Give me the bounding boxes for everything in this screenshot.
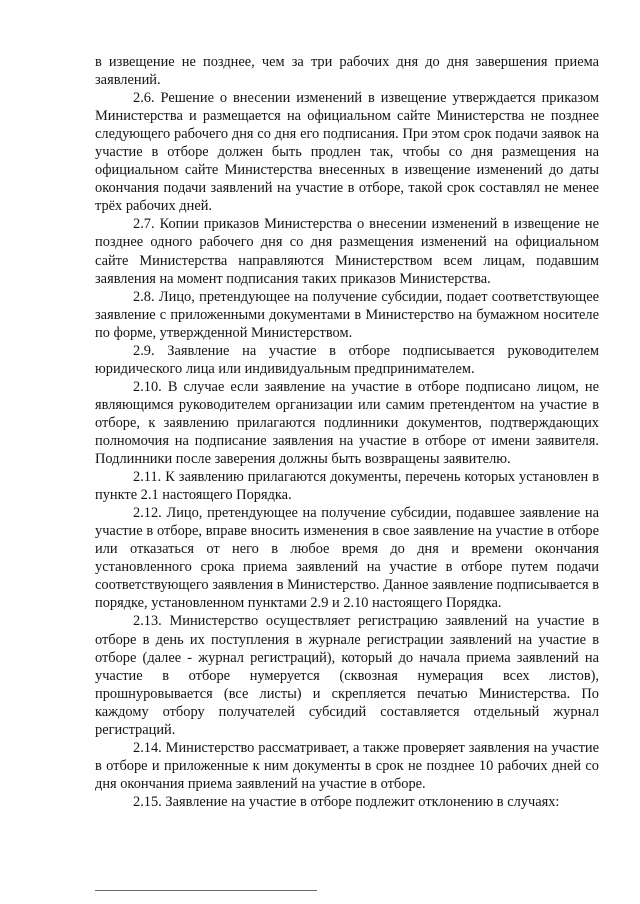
paragraph-2-8: 2.8. Лицо, претендующее на получение субсидии, подает соответствующее заявление с приложенными документами в Министерство на бумажном носителе по форме, утвержденной Министерством. [95,288,599,341]
paragraph-2-12: 2.12. Лицо, претендующее на получение субсидии, подавшее заявление на участие в отборе, вправе вносить изменения в свое заявление на участие в отборе или отказаться от него в любое время до дня и времени окончания установленного срока приема заявлений на участие в отборе путем подачи соответствующего заявления в Министерство. Данное заявление подписывается в порядке, установленном пунктами 2.9 и 2.10 настоящего Порядка. [95,505,599,612]
paragraph-2-10: 2.10. В случае если заявление на участие в отборе подписано лицом, не являющимся руководителем организации или самим претендентом на участие в отборе, к заявлению прилагаются подлинники документов, подтверждающих полномочия на подписание заявления на участие в отборе от имени заявителя. Подлинники после заверения должны быть возвращены заявителю. [95,378,599,468]
paragraph-2-9: 2.9. Заявление на участие в отборе подписывается руководителем юридического лица или индивидуальным предпринимателем. [95,342,599,377]
paragraph-2-14: 2.14. Министерство рассматривает, а также проверяет заявления на участие в отборе и приложенные к ним документы в срок не позднее 10 рабочих дней со дня окончания приема заявлений на участие в отборе. [95,739,599,792]
footnote-divider [95,890,317,891]
paragraph-2-15: 2.15. Заявление на участие в отборе подлежит отклонению в случаях: [133,793,560,810]
paragraph-continuation: в извещение не позднее, чем за три рабочих дня до дня завершения приема заявлений. [95,54,599,89]
paragraph-2-11: 2.11. К заявлению прилагаются документы, перечень которых установлен в пункте 2.1 настоящего Порядка. [95,469,599,504]
paragraph-2-7: 2.7. Копии приказов Министерства о внесении изменений в извещение не позднее одного рабочего дня со дня размещения изменений на официальном сайте Министерства направляются Министерством всем лицам, подавшим заявления на момент подписания таких приказов Министерства. [95,216,599,287]
paragraph-2-13: 2.13. Министерство осуществляет регистрацию заявлений на участие в отборе в день их поступления в журнале регистрации заявлений на участие в отборе (далее - журнал регистраций), который до начала приема заявлений на участие в отборе нумеруется (сквозная нумерация всех листов), прошнуровывается (все листы) и скрепляется печатью Министерства. По каждому отбору получателей субсидий составляется отдельный журнал регистраций. [95,613,599,738]
document-body [95,53,599,811]
paragraph-2-6: 2.6. Решение о внесении изменений в извещение утверждается приказом Министерства и размещается на официальном сайте Министерства не позднее следующего рабочего дня со дня его подписания. При этом срок подачи заявок на участие в отборе должен быть продлен так, чтобы со дня размещения на официальном сайте Министерства внесенных в извещение изменений до даты окончания подачи заявлений на участие в отборе, такой срок составлял не менее трёх рабочих дней. [95,90,599,215]
